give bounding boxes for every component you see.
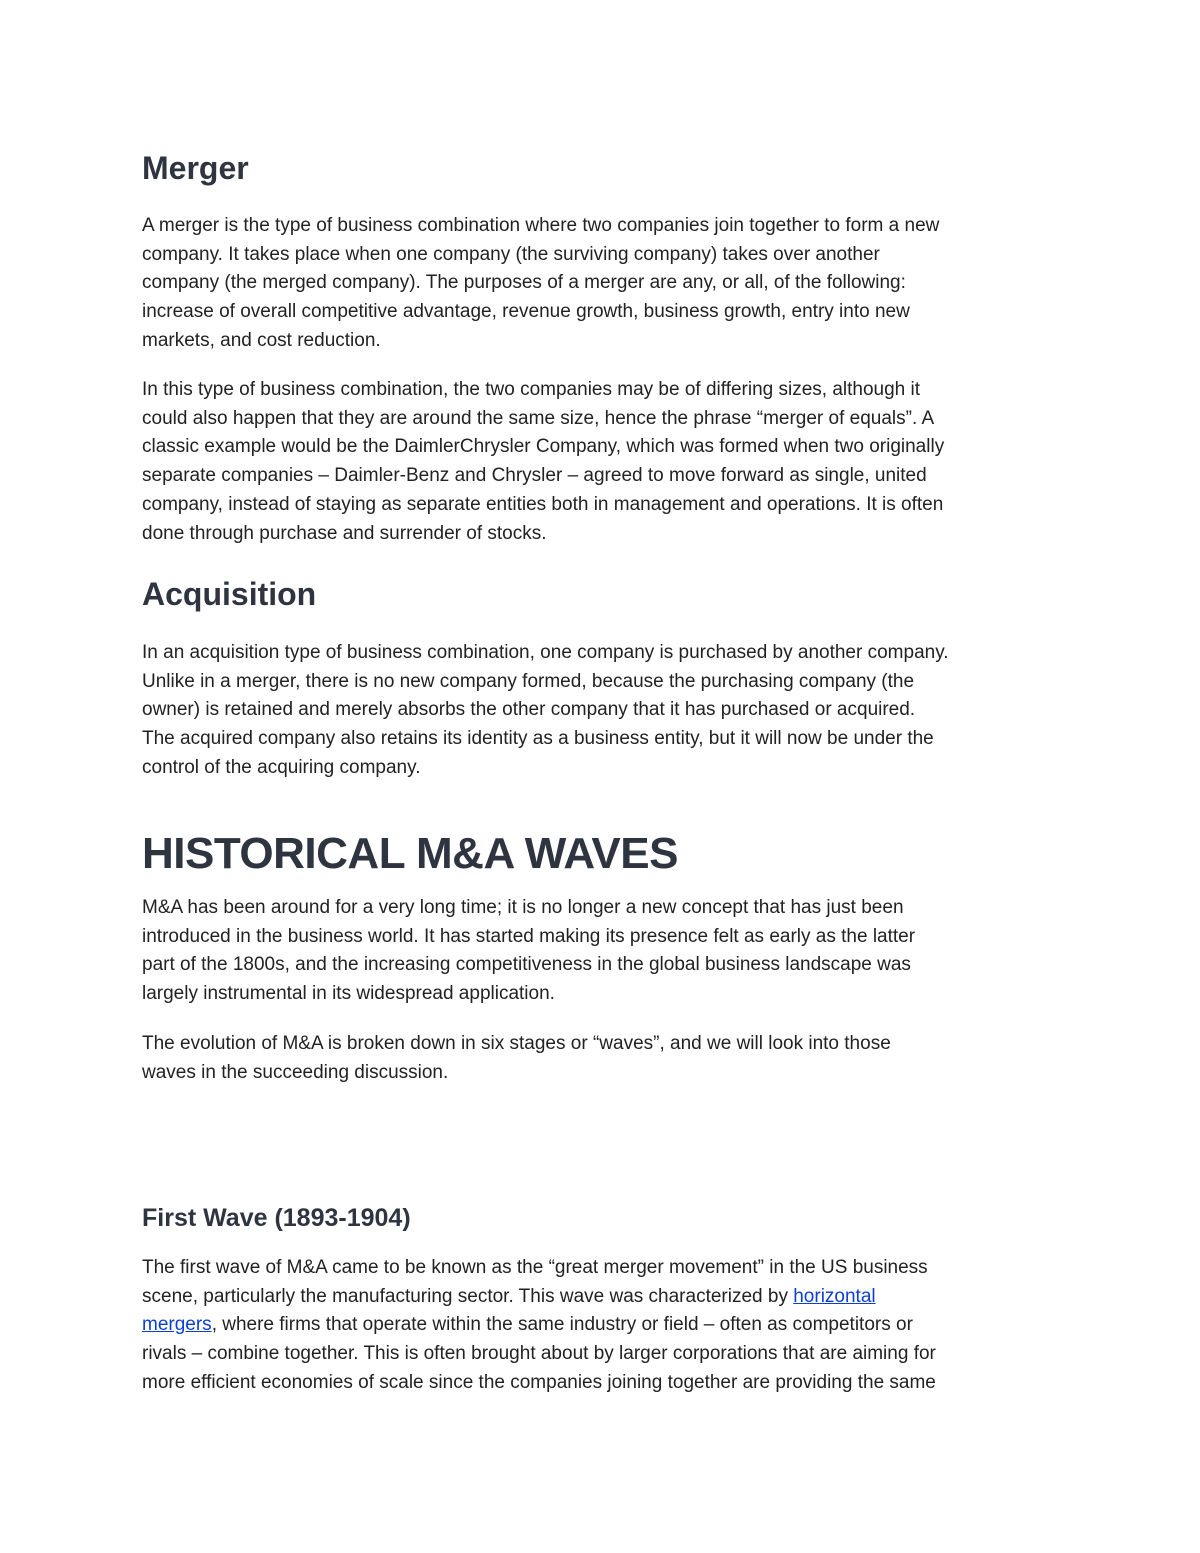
horizontal-mergers-link-continued[interactable]: mergers (142, 1314, 212, 1336)
text-line: Unlike in a merger, there is no new company formed, because the purchasing company (the (142, 670, 915, 692)
text-line: control of the acquiring company. (142, 756, 421, 778)
text-line: owner) is retained and merely absorbs the other company that it has purchased or acquired. (142, 699, 916, 721)
text-line: classic example would be the DaimlerChrysler Company, which was formed when two originally (142, 436, 945, 458)
text-line: A merger is the type of business combination where two companies join together to form a new (142, 215, 940, 236)
acquisition-heading: Acquisition (142, 576, 317, 612)
text-line: In this type of business combination, the two companies may be of differing sizes, although it (142, 379, 921, 400)
text-segment: scene, particularly the manufacturing sector. This wave was characterized by (142, 1285, 794, 1307)
text-line: The acquired company also retains its identity as a business entity, but it will now be under the (142, 728, 934, 750)
first-wave-paragraph (142, 1254, 1062, 1398)
first-wave-heading: First Wave (1893-1904) (142, 1204, 411, 1232)
text-line: In an acquisition type of business combination, one company is purchased by another company. (142, 642, 949, 663)
waves-paragraph-1 (142, 894, 1062, 1009)
text-line (142, 1283, 1062, 1312)
acquisition-paragraph (142, 639, 1062, 783)
text-line: separate companies – Daimler-Benz and Chrysler – agreed to move forward as single, united (142, 465, 927, 487)
text-line: company. It takes place when one company (the surviving company) takes over another (142, 243, 880, 265)
text-line: M&A has been around for a very long time; it is no longer a new concept that has just been (142, 897, 904, 918)
merger-heading: Merger (142, 150, 249, 186)
historical-waves-heading: HISTORICAL M&A WAVES (142, 829, 678, 878)
text-line: The evolution of M&A is broken down in six stages or “waves”, and we will look into those (142, 1033, 891, 1054)
merger-paragraph-2 (142, 376, 1062, 548)
waves-paragraph-2 (142, 1030, 1062, 1087)
text-line: largely instrumental in its widespread application. (142, 983, 555, 1005)
text-line: more efficient economies of scale since the companies joining together are providing the same (142, 1371, 936, 1393)
text-line: part of the 1800s, and the increasing competitiveness in the global business landscape was (142, 954, 911, 976)
text-line: company (the merged company). The purposes of a merger are any, or all, of the following: (142, 272, 906, 294)
text-line: markets, and cost reduction. (142, 329, 381, 351)
text-line: The first wave of M&A came to be known as the “great merger movement” in the US business (142, 1257, 928, 1278)
text-line: done through purchase and surrender of stocks. (142, 522, 547, 544)
text-line: rivals – combine together. This is often brought about by larger corporations that are aiming for (142, 1343, 936, 1365)
text-line: could also happen that they are around the same size, hence the phrase “merger of equals”. A (142, 407, 935, 429)
text-segment: , where firms that operate within the same industry or field – often as competitors or (211, 1314, 913, 1336)
merger-paragraph-1 (142, 212, 1062, 356)
horizontal-mergers-link[interactable]: horizontal (793, 1285, 876, 1307)
text-line: waves in the succeeding discussion. (142, 1061, 449, 1083)
text-line: increase of overall competitive advantage, revenue growth, business growth, entry into new (142, 301, 910, 323)
text-line: introduced in the business world. It has started making its presence felt as early as the latter (142, 925, 916, 947)
text-line: company, instead of staying as separate entities both in management and operations. It is often (142, 493, 944, 515)
text-line (142, 1311, 1062, 1340)
